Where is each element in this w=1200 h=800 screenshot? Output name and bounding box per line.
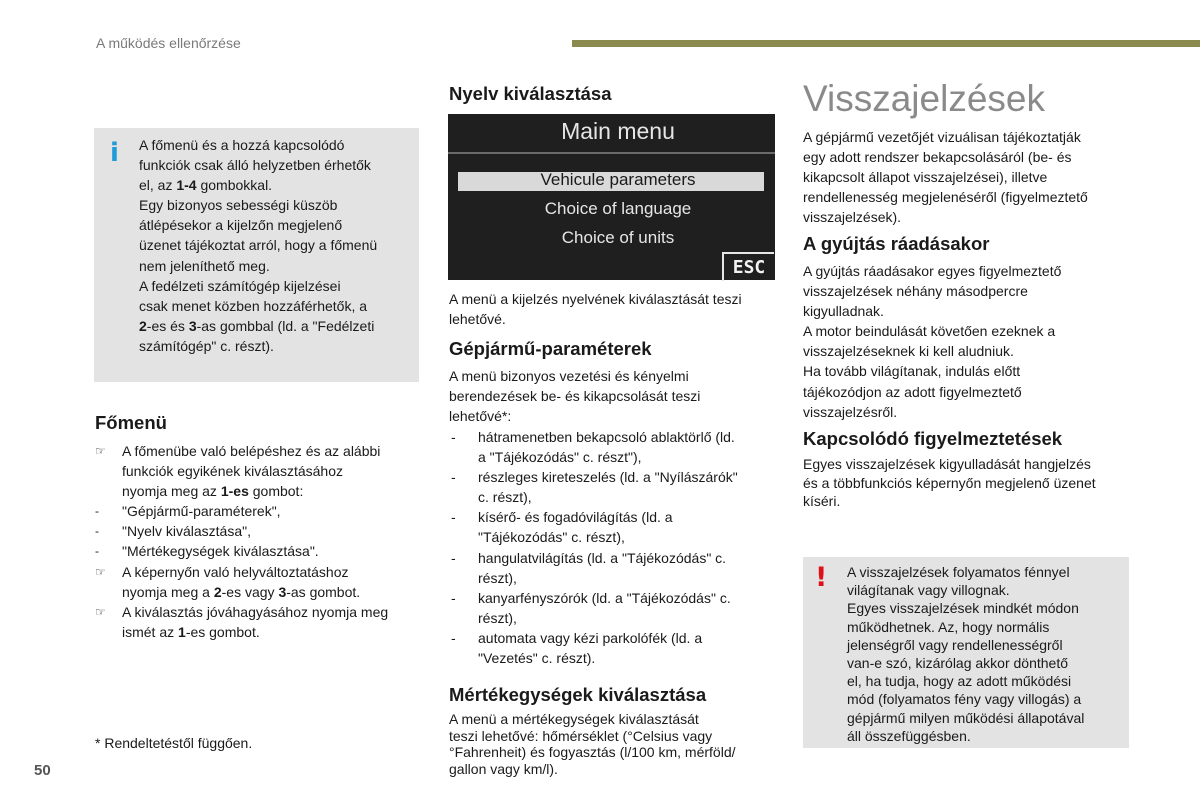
warning-line: világítanak vagy villognak.	[847, 582, 1010, 599]
info-line: 2-es és 3-as gombbal (ld. a "Fedélzeti	[139, 317, 375, 334]
gepjarmu-list	[449, 427, 779, 668]
list-item: - részleges kireteszelés (ld. a "Nyílászárók" c. részt),	[451, 469, 738, 506]
list-item: - automata vagy kézi parkolófék (ld. a "Vezetés" c. részt).	[451, 629, 703, 667]
screen-caption: A menü a kijelzés nyelvének kiválasztását teszi lehetővé.	[449, 291, 742, 328]
section-title-kapcsolodo: Kapcsolódó figyelmeztetések	[803, 428, 1063, 449]
main-menu-screen	[448, 114, 775, 280]
dash-marker: -	[451, 549, 456, 566]
esc-button[interactable]: ESC	[722, 252, 774, 281]
list-item: ☞ A kiválasztás jóváhagyásához nyomja meg ismét az 1-es gombot.	[95, 603, 389, 640]
dash-marker: -	[451, 509, 456, 526]
page-title: Visszajelzések	[803, 78, 1045, 119]
list-item: - hangulatvilágítás (ld. a "Tájékozódás" c. részt),	[451, 549, 727, 586]
warning-icon: !	[815, 562, 828, 593]
section-title-fomenu: Főmenü	[95, 412, 167, 433]
list-item: ☞ A képernyőn való helyváltoztatáshoz nyomja meg a 2-es vagy 3-as gombot.	[95, 563, 361, 600]
warning-line: A visszajelzések folyamatos fénnyel	[847, 564, 1070, 580]
info-icon: i	[110, 138, 119, 168]
dash-marker: -	[451, 429, 456, 445]
warning-line: működhetnek. Az, hogy normális	[847, 618, 1050, 635]
kapcsolodo-text: Egyes visszajelzések kigyulladását hangjelzés és a többfunkciós képernyőn megjelenő üzenet kíséri.	[803, 456, 1096, 509]
list-item: - kísérő- és fogadóvilágítás (ld. a "Tájékozódás" c. részt),	[451, 509, 673, 546]
gepjarmu-intro: A menü bizonyos vezetési és kényelmi berendezések be- és kikapcsolását teszi lehetővé*:	[449, 368, 701, 425]
screen-divider	[448, 152, 775, 154]
info-line: funkciók csak álló helyzetben érhetők	[139, 157, 371, 174]
gyujtas-text: A gyújtás ráadásakor egyes figyelmeztető visszajelzések néhány másodpercre kigyulladnak. A motor beindulását követően ezeknek a visszajelzéseknek ki kell aludniuk. Ha tovább világítanak, indulás előtt tájékozódjon az adott figyelmeztető visszajelzésről.	[803, 263, 1062, 420]
pointing-hand-icon: ☞	[95, 604, 106, 619]
screen-title: Main menu	[561, 118, 675, 144]
list-item: - "Mértékegységek kiválasztása".	[95, 541, 420, 561]
dash-marker: -	[95, 504, 99, 519]
section-title-gepjarmu: Gépjármű-paraméterek	[449, 338, 652, 359]
menu-item-vehicle-parameters[interactable]: Vehicule parameters	[540, 170, 696, 189]
info-box-text	[139, 135, 411, 356]
warning-line: gépjármű milyen működési állapotával	[847, 709, 1085, 726]
warning-line: van-e szó, kizárólag akkor dönthető	[847, 655, 1069, 672]
warning-line: mód (folyamatos fény vagy villogás) a	[847, 691, 1082, 708]
info-line: üzenet tájékoztat arról, hogy a főmenü	[139, 237, 378, 254]
page-number: 50	[34, 762, 51, 779]
section-title-nyelv: Nyelv kiválasztása	[449, 83, 612, 104]
dash-marker: -	[95, 544, 99, 559]
header-accent-bar	[572, 40, 1200, 47]
warning-line: áll összefüggésben.	[847, 727, 971, 744]
list-item: - "Gépjármű-paraméterek",	[95, 501, 420, 521]
info-line: Egy bizonyos sebességi küszöb	[139, 197, 338, 214]
section-title-gyujtas: A gyújtás ráadásakor	[803, 233, 990, 254]
pointing-hand-icon: ☞	[95, 564, 106, 579]
list-item: - hátramenetben bekapcsoló ablaktörlő (ld. a "Tájékozódás" c. részt"),	[451, 429, 735, 466]
info-line: számítógép" c. részt).	[139, 337, 274, 354]
info-line: A főmenü és a hozzá kapcsolódó	[139, 137, 345, 153]
dash-marker: -	[451, 629, 456, 646]
menu-item-choice-of-language[interactable]: Choice of language	[544, 199, 692, 218]
warning-box-text	[847, 563, 1122, 745]
page-header-title: A működés ellenőrzése	[96, 35, 241, 51]
warning-line: el, ha tudja, hogy az adott működési	[847, 673, 1072, 690]
info-line: el, az 1-4 gombokkal.	[139, 177, 273, 194]
dash-marker: -	[451, 469, 456, 486]
info-line: nem jeleníthető meg.	[139, 257, 270, 274]
list-item: - kanyarfényszórók (ld. a "Tájékozódás" c. részt),	[451, 589, 731, 626]
dash-marker: -	[451, 589, 456, 606]
visszajelzesek-text: A gépjármű vezetőjét vizuálisan tájékoztatják egy adott rendszer bekapcsolásáról (be- és kikapcsolt állapot visszajelzései), illetve rendellenesség megjelenéséről (figyelmeztető visszajelzések).	[803, 129, 1088, 226]
info-line: átlépésekor a kijelzőn megjelenő	[139, 217, 343, 234]
menu-item-choice-of-units[interactable]: Choice of units	[561, 228, 675, 247]
dash-marker: -	[95, 524, 99, 539]
warning-line: jelenségről vagy rendellenességről	[847, 636, 1063, 653]
pointing-hand-icon: ☞	[95, 444, 106, 458]
mertek-text: A menü a mértékegységek kiválasztását teszi lehetővé: hőmérséklet (°Celsius vagy °Fahrenheit) és fogyasztás (l/100 km, mérföld/ gallon vagy km/l).	[449, 711, 736, 777]
list-item: - "Nyelv kiválasztása",	[95, 521, 420, 541]
warning-line: Egyes visszajelzések mindkét módon	[847, 600, 1079, 617]
section-title-mertekegysegek: Mértékegységek kiválasztása	[449, 684, 707, 705]
info-line: A fedélzeti számítógép kijelzései	[139, 277, 341, 294]
list-item: ☞ A főmenübe való belépéshez és az alábbi funkciók egyikének kiválasztásához nyomja meg az 1-es gombot:	[95, 443, 381, 500]
info-line: csak menet közben hozzáférhetők, a	[139, 297, 368, 314]
footnote: * Rendeltetéstől függően.	[95, 735, 253, 751]
fomenu-list	[95, 441, 420, 642]
